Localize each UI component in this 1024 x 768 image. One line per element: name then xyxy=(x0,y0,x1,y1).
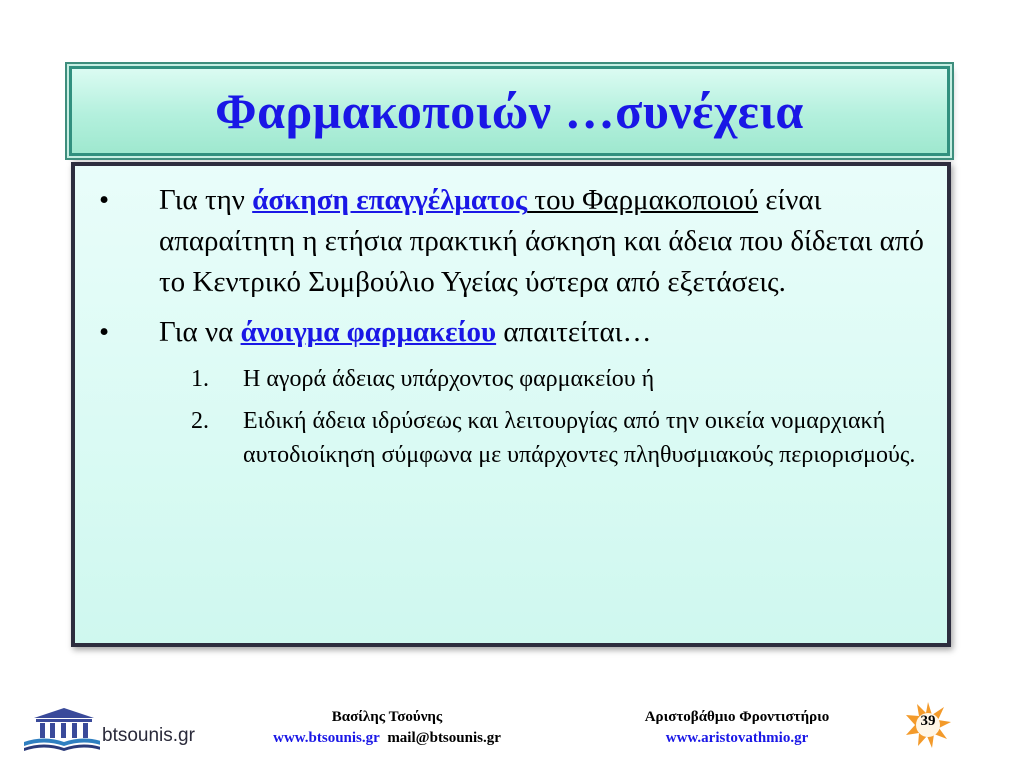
author-site-link[interactable]: www.btsounis.gr xyxy=(273,730,380,746)
bullet-text-rest: είναι απαραίτητη η ετήσια πρακτική άσκηση και άδεια που δίδεται από το Κεντρικό Συμβούλιο Υγείας ύστερα από εξετάσεις. xyxy=(159,184,924,298)
sub-item-text: Ειδική άδεια ιδρύσεως και λειτουργίας από την οικεία νομαρχιακή αυτοδιοίκηση σύμφωνα με υπάρχοντες πληθυσμιακούς περιορισμούς. xyxy=(243,408,916,468)
sub-item-2 xyxy=(93,404,927,472)
slide-content-box xyxy=(71,162,951,647)
bullet-marker: • xyxy=(99,316,110,348)
btsounis-logo[interactable] xyxy=(20,702,200,754)
bullet-marker: • xyxy=(99,184,110,216)
link-anoigma-farmakeiou[interactable]: άνοιγμα φαρμακείου xyxy=(240,316,497,348)
author-mail[interactable]: mail@btsounis.gr xyxy=(387,730,501,746)
org-site-link[interactable]: www.aristovathmio.gr xyxy=(665,730,809,746)
footer-org xyxy=(602,707,872,749)
slide-title-box xyxy=(69,66,950,156)
logo-text: btsounis.gr xyxy=(102,725,195,746)
sub-item-1 xyxy=(93,362,927,396)
library-temple-icon xyxy=(20,702,100,754)
bullet-text-underlined: του Φαρμακοποιού xyxy=(527,184,759,216)
bullet-item-2 xyxy=(93,312,927,353)
sub-item-number: 1. xyxy=(191,366,209,392)
sub-item-number: 2. xyxy=(191,408,209,434)
footer-author xyxy=(232,707,542,749)
author-name: Βασίλης Τσούνης xyxy=(331,709,443,725)
org-name: Αριστοβάθμιο Φροντιστήριο xyxy=(644,709,830,725)
bullet-text-rest: απαιτείται… xyxy=(496,316,652,348)
page-number: 39 xyxy=(920,713,936,729)
link-askisi-epaggelmatos[interactable]: άσκηση επαγγέλματος xyxy=(252,184,528,216)
bullet-item-1 xyxy=(93,180,927,303)
sub-item-text: Η αγορά άδειας υπάρχοντος φαρμακείου ή xyxy=(243,366,655,392)
slide-title: Φαρμακοποιών …συνέχεια xyxy=(215,83,804,139)
bullet-text-pre: Για να xyxy=(159,316,241,348)
bullet-text-pre: Για την xyxy=(159,184,253,216)
